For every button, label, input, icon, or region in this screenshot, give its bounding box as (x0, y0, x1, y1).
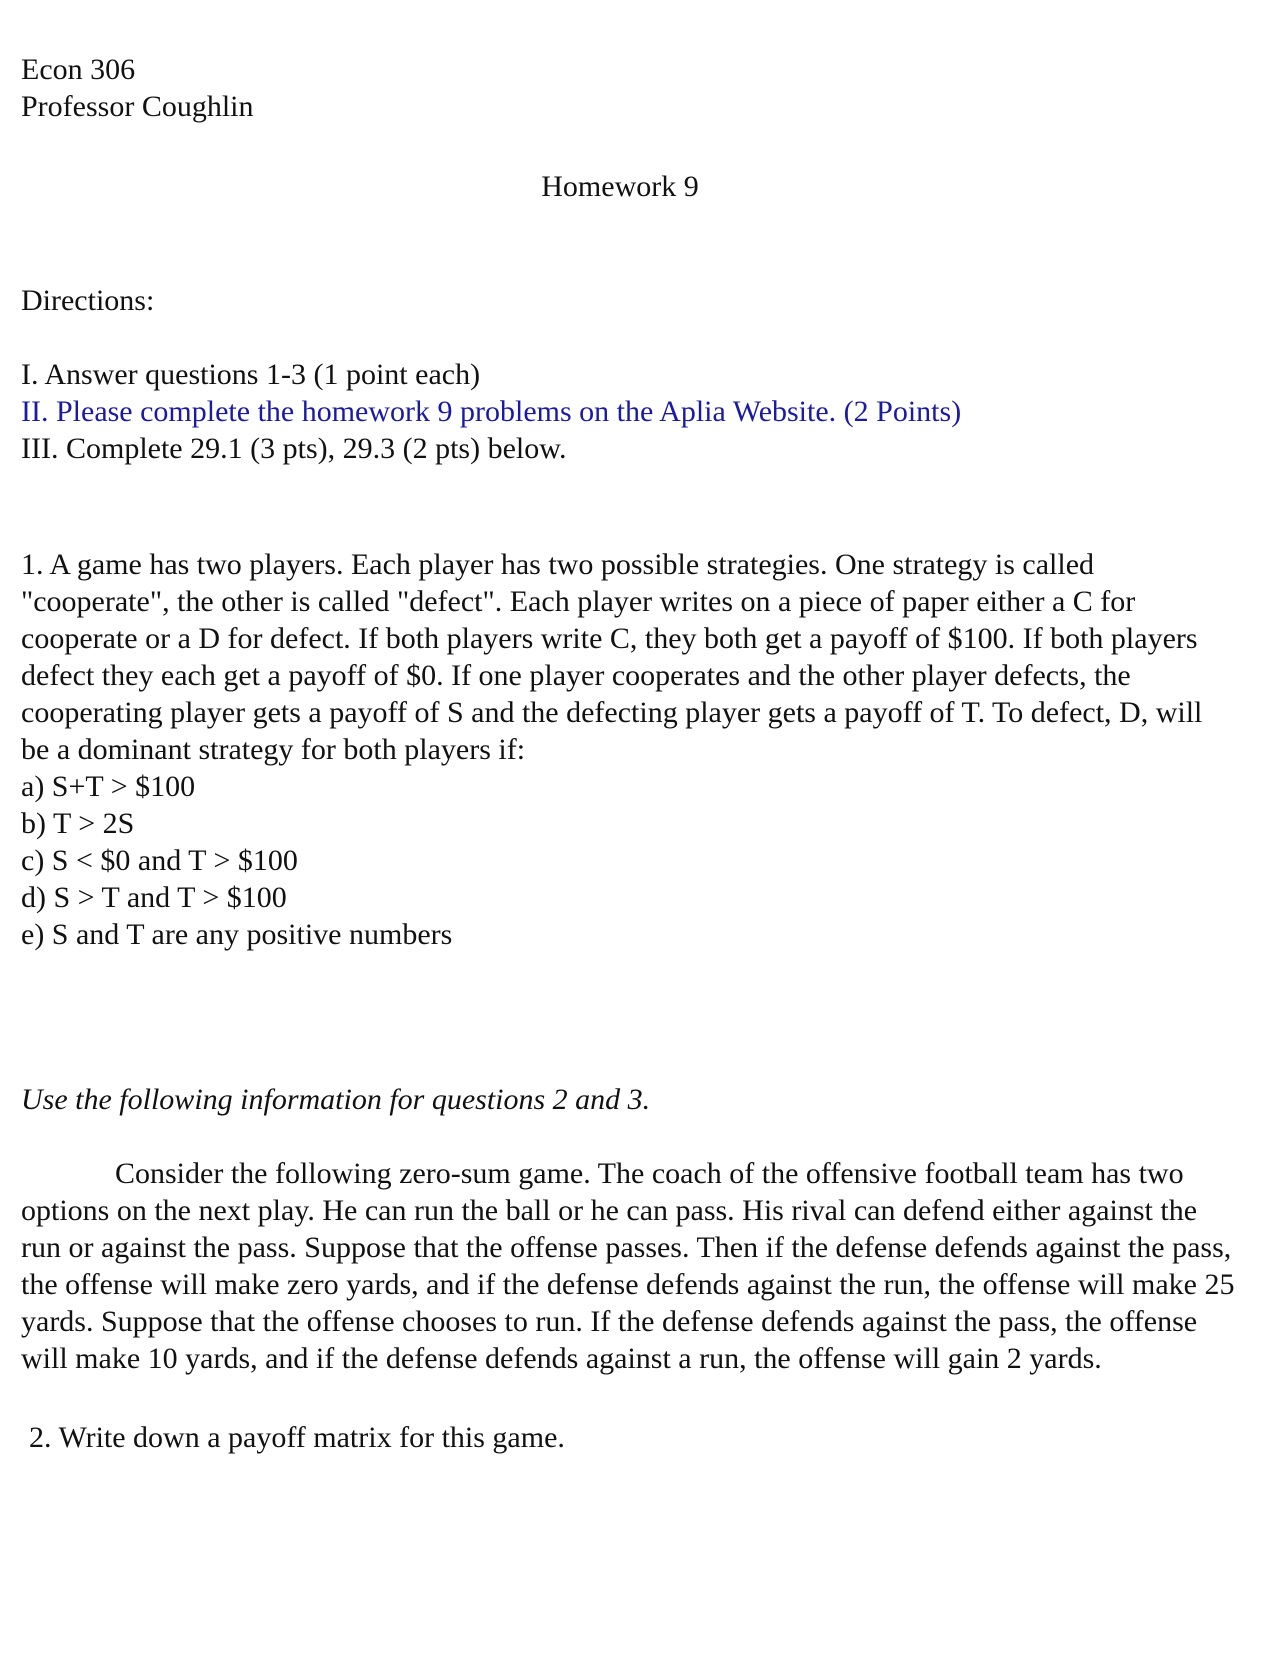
direction-item-1: I. Answer questions 1-3 (1 point each) (21, 358, 481, 391)
page-title: Homework 9 (541, 170, 699, 203)
direction-item-3: III. Complete 29.1 (3 pts), 29.3 (2 pts) below. (21, 432, 567, 465)
professor-name: Professor Coughlin (21, 90, 254, 123)
directions-list (21, 356, 961, 467)
question-1-option-b: b) T > 2S (21, 807, 135, 840)
scenario-paragraph: Consider the following zero-sum game. The coach of the offensive football team has two options on the next play. He can run the ball or he can pass. His rival can defend either against the run or against the pass. Suppose that the offense passes. Then if the defense defends against the pass, the offense will make zero yards, and if the defense defends against the run, the offense will make 25 yards. Suppose that the offense chooses to run. If the defense defends against the pass, the offense will make 10 yards, and if the defense defends against a run, the offense will gain 2 yards. (21, 1157, 1235, 1375)
question-1-prompt: 1. A game has two players. Each player has two possible strategies. One strategy is called "cooperate", the other is called "defect". Each player writes on a piece of paper either a C for cooperate or a D for defect. If both players write C, they both get a payoff of $100. If both players defect they each get a payoff of $0. If one player cooperates and the other player defects, the cooperating player gets a payoff of S and the defecting player gets a payoff of T. To defect, D, will be a dominant strategy for both players if: (21, 548, 1203, 766)
course-name: Econ 306 (21, 53, 136, 86)
directions-label: Directions: (21, 284, 155, 317)
course-header (21, 51, 254, 125)
direction-item-aplia-link[interactable]: II. Please complete the homework 9 problems on the Aplia Website. (2 Points) (21, 395, 962, 428)
question-1-option-c: c) S < $0 and T > $100 (21, 844, 298, 877)
question-1-option-a: a) S+T > $100 (21, 770, 196, 803)
question-1 (21, 546, 1236, 953)
question-1-option-e: e) S and T are any positive numbers (21, 918, 453, 951)
question-2-prompt: 2. Write down a payoff matrix for this game. (29, 1421, 565, 1454)
shared-info-heading: Use the following information for questions 2 and 3. (21, 1083, 651, 1116)
question-1-option-d: d) S > T and T > $100 (21, 881, 287, 914)
